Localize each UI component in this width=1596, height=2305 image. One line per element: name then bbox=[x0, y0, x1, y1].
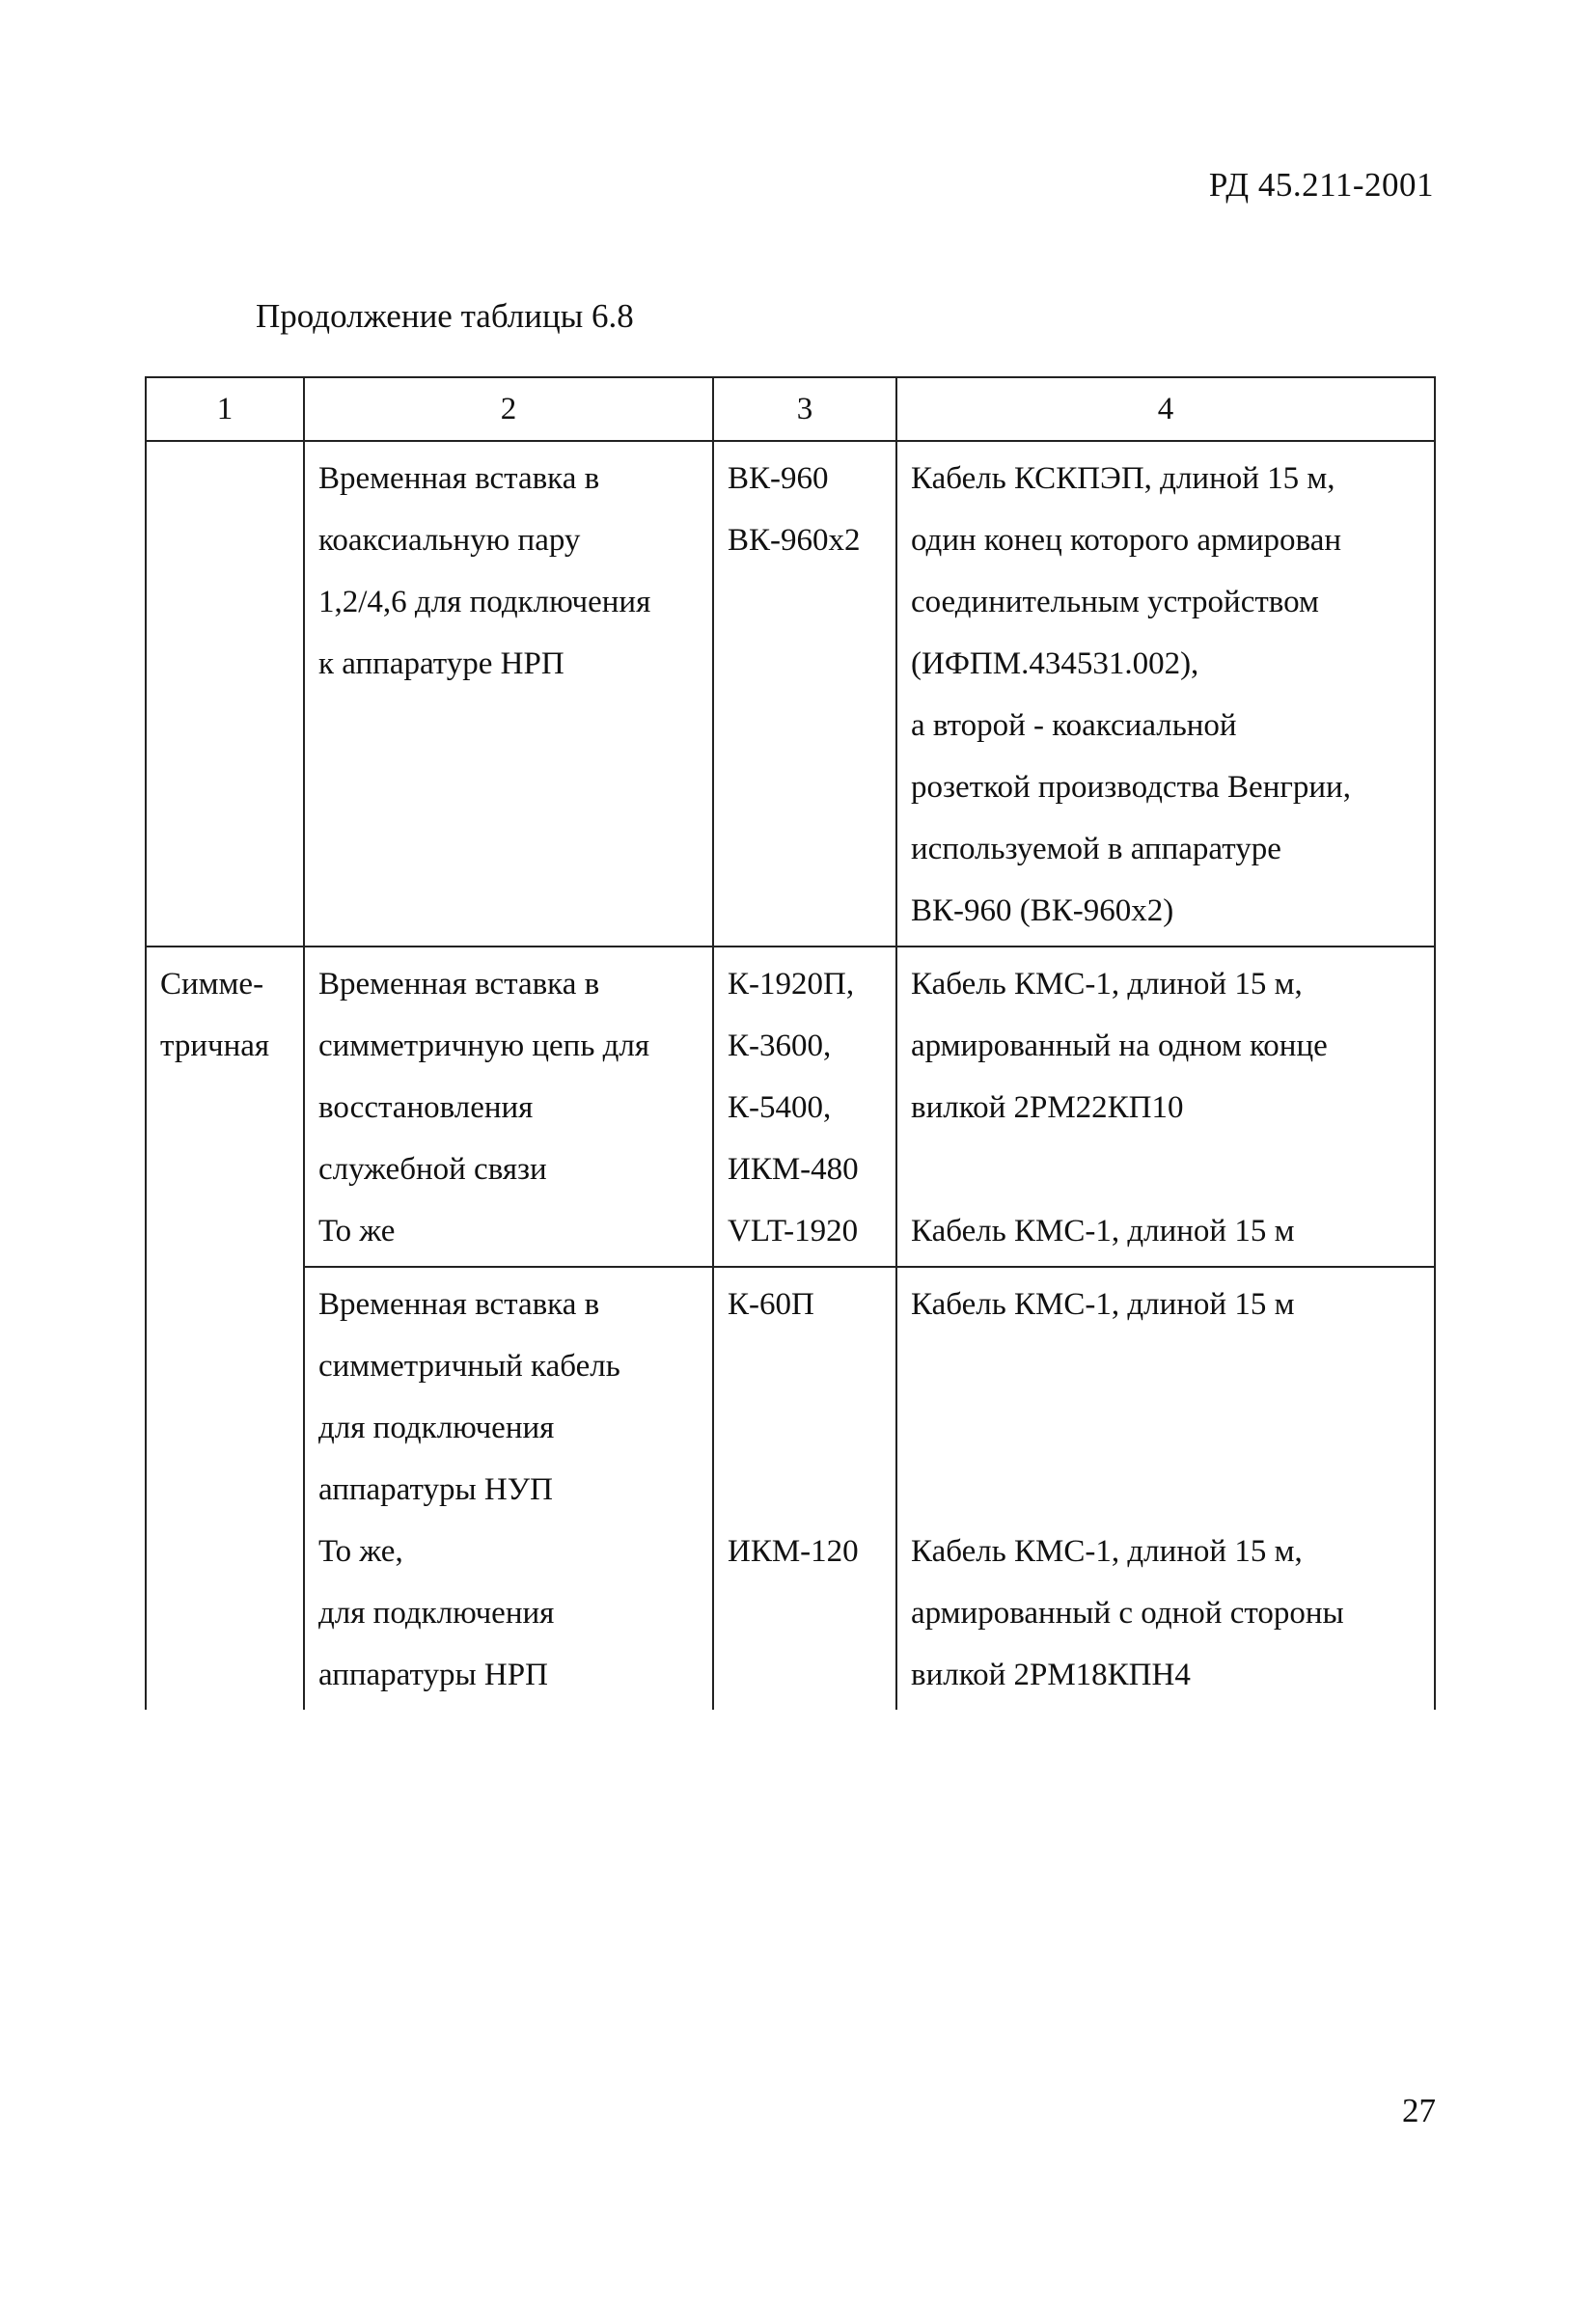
table-cell-4 bbox=[896, 947, 1435, 1267]
cell-line bbox=[728, 1397, 886, 1459]
document-code: РД 45.211-2001 bbox=[1208, 166, 1434, 204]
cell-line bbox=[911, 1335, 1424, 1397]
table-cell-4 bbox=[896, 441, 1435, 947]
table-row bbox=[146, 1267, 1435, 1710]
cell-line: армированный на одном конце bbox=[911, 1029, 1328, 1063]
cell-line: восстановления bbox=[318, 1090, 534, 1125]
cell-line: Временная вставка в bbox=[318, 1287, 600, 1322]
table-caption: Продолжение таблицы 6.8 bbox=[256, 297, 634, 335]
table-cell-1 bbox=[146, 947, 304, 1267]
cell-line bbox=[911, 1459, 1424, 1521]
cell-line: армированный с одной стороны bbox=[911, 1596, 1344, 1631]
cell-line: коаксиальную пару bbox=[318, 523, 581, 558]
cell-line: для подключения bbox=[318, 1596, 555, 1631]
cell-line: симметричную цепь для bbox=[318, 1029, 650, 1063]
cell-line: Кабель КМС-1, длиной 15 м, bbox=[911, 967, 1303, 1002]
cell-line: Симме- bbox=[160, 967, 264, 1002]
cell-line: розеткой производства Венгрии, bbox=[911, 770, 1351, 805]
cell-line: Кабель КМС-1, длиной 15 м, bbox=[911, 1534, 1303, 1569]
spec-table bbox=[145, 376, 1436, 1710]
cell-line: аппаратуры НРП bbox=[318, 1658, 548, 1692]
cell-line: вилкой 2РМ22КП10 bbox=[911, 1090, 1184, 1125]
cell-line: служебной связи bbox=[318, 1152, 547, 1187]
header-cell-4: 4 bbox=[896, 377, 1435, 441]
cell-line: 1,2/4,6 для подключения bbox=[318, 585, 651, 619]
cell-line: симметричный кабель bbox=[318, 1349, 620, 1384]
cell-line: тричная bbox=[160, 1029, 270, 1063]
table-cell-3 bbox=[713, 947, 896, 1267]
cell-line bbox=[728, 1335, 886, 1397]
table-header bbox=[146, 377, 1435, 441]
cell-line: К-1920П, bbox=[728, 967, 855, 1002]
cell-line: (ИФПМ.434531.002), bbox=[911, 646, 1199, 681]
cell-line: соединительным устройством bbox=[911, 585, 1319, 619]
table-cell-1 bbox=[146, 441, 304, 947]
cell-line bbox=[911, 1139, 1424, 1200]
cell-line: используемой в аппаратуре bbox=[911, 832, 1281, 866]
cell-line: ВК-960 (ВК-960х2) bbox=[911, 893, 1174, 928]
cell-line: ВК-960 bbox=[728, 461, 829, 496]
cell-line: вилкой 2РМ18КПН4 bbox=[911, 1658, 1191, 1692]
cell-line: аппаратуры НУП bbox=[318, 1472, 553, 1507]
table-row bbox=[146, 947, 1435, 1267]
page-number: 27 bbox=[1402, 2092, 1436, 2129]
table-cell-4 bbox=[896, 1267, 1435, 1710]
header-cell-2: 2 bbox=[304, 377, 713, 441]
cell-line: ИКМ-480 bbox=[728, 1152, 859, 1187]
cell-line: к аппаратуре НРП bbox=[318, 646, 564, 681]
cell-line: Кабель КСКПЭП, длиной 15 м, bbox=[911, 461, 1335, 496]
cell-line: один конец которого армирован bbox=[911, 523, 1341, 558]
cell-line bbox=[728, 1459, 886, 1521]
cell-line: То же bbox=[318, 1214, 396, 1249]
cell-line: К-3600, bbox=[728, 1029, 832, 1063]
table-cell-2 bbox=[304, 1267, 713, 1710]
cell-line: К-60П bbox=[728, 1287, 814, 1322]
table-cell-3 bbox=[713, 1267, 896, 1710]
table-cell-1 bbox=[146, 1267, 304, 1710]
cell-line: VLT-1920 bbox=[728, 1214, 859, 1249]
cell-line: ВК-960х2 bbox=[728, 523, 861, 558]
header-cell-3: 3 bbox=[713, 377, 896, 441]
table-cell-2 bbox=[304, 441, 713, 947]
cell-line: К-5400, bbox=[728, 1090, 832, 1125]
cell-line: Временная вставка в bbox=[318, 461, 600, 496]
cell-line: То же, bbox=[318, 1534, 403, 1569]
header-row bbox=[146, 377, 1435, 441]
cell-line bbox=[911, 1397, 1424, 1459]
cell-line: Временная вставка в bbox=[318, 967, 600, 1002]
cell-line: ИКМ-120 bbox=[728, 1534, 859, 1569]
cell-line: а второй - коаксиальной bbox=[911, 708, 1237, 743]
header-cell-1: 1 bbox=[146, 377, 304, 441]
table-body bbox=[146, 441, 1435, 1710]
cell-line: Кабель КМС-1, длиной 15 м bbox=[911, 1214, 1295, 1249]
cell-line: для подключения bbox=[318, 1411, 555, 1445]
table-row bbox=[146, 441, 1435, 947]
cell-line: Кабель КМС-1, длиной 15 м bbox=[911, 1287, 1295, 1322]
table-cell-3 bbox=[713, 441, 896, 947]
table-cell-2 bbox=[304, 947, 713, 1267]
